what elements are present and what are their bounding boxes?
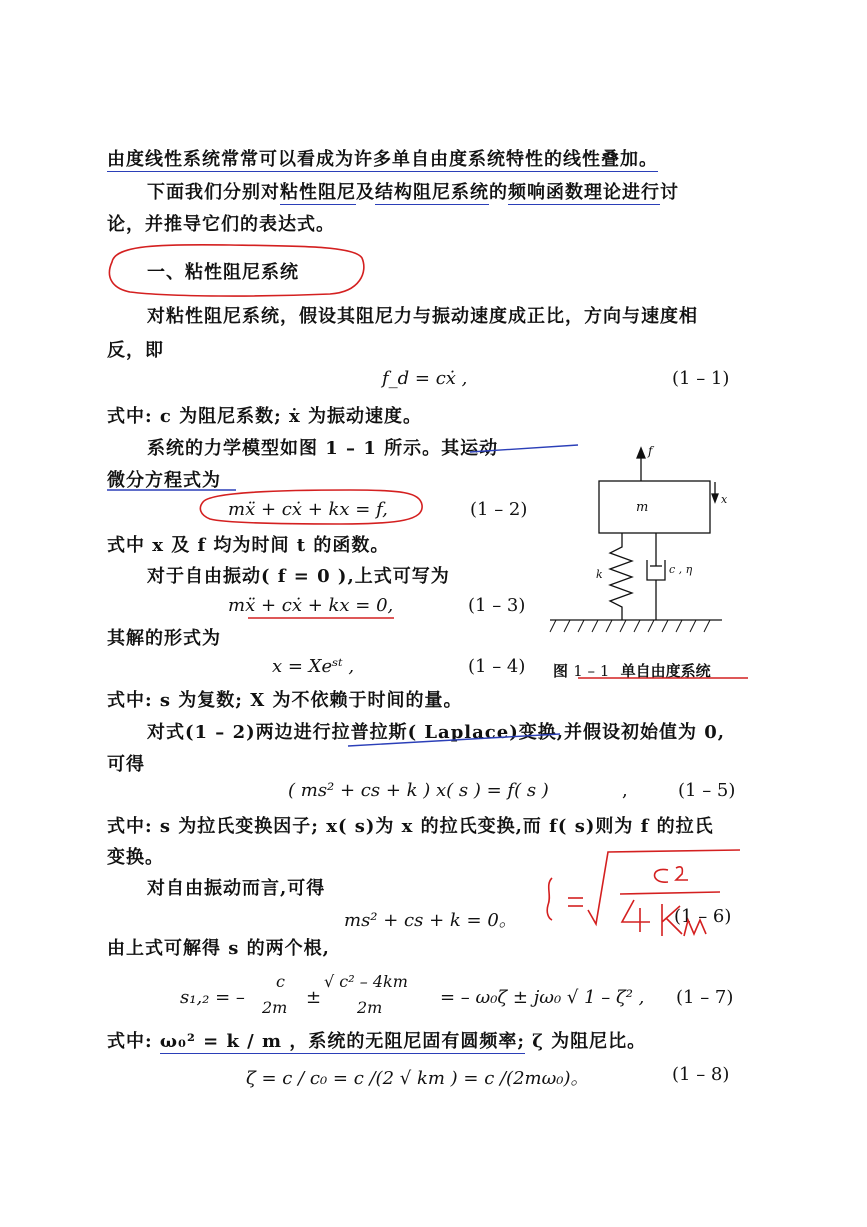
mass-label: m xyxy=(636,500,649,515)
equation-circle xyxy=(200,490,422,524)
spring-label: k xyxy=(596,568,603,581)
text-segment: 及 xyxy=(356,182,375,203)
equation-1-8: ζ = c / c₀ = c /(2 √ km ) = c /(2mω₀)。 xyxy=(246,1068,589,1089)
text-line: 变换。 xyxy=(107,847,164,868)
text-line: 式中: c 为阻尼系数; ẋ 为振动速度。 xyxy=(107,406,423,427)
text-line: 论，并推导它们的表达式。 xyxy=(107,214,335,235)
text-segment: 下面我们分别对 xyxy=(147,182,280,203)
text-line: 对粘性阻尼系统，假设其阻尼力与振动速度成正比，方向与速度相 xyxy=(147,306,698,327)
spring xyxy=(610,533,632,620)
displacement-arrowhead xyxy=(712,494,718,502)
equation-1-6: ms² + cs + k = 0。 xyxy=(344,910,517,931)
equation-1-4: x = Xeˢᵗ , xyxy=(272,656,355,677)
hand-zeta xyxy=(547,878,552,920)
text-segment: 结构阻尼系统 xyxy=(375,182,489,203)
red-annotations xyxy=(109,245,748,936)
text-segment: 频响函数理论进行 xyxy=(508,182,660,203)
fraction-2-numerator: √ c² – 4km xyxy=(324,972,408,991)
equation-1-5: ( ms² + cs + k ) x( s ) = f( s ) xyxy=(288,780,549,801)
ground-hatch xyxy=(550,620,710,632)
text-segment: 式中: xyxy=(107,1031,160,1052)
text-line: 式中: s 为拉氏变换因子; x( s)为 x 的拉氏变换,而 f( s)则为 f 的拉氏 xyxy=(107,816,714,837)
text-line: 微分方程式为 xyxy=(107,470,221,491)
hand-four xyxy=(622,900,650,932)
hand-two xyxy=(676,867,688,880)
text-segment: 讨 xyxy=(660,182,679,203)
text-segment: ζ 为阻尼比。 xyxy=(524,1031,647,1052)
text-line: 对自由振动而言,可得 xyxy=(147,878,326,899)
equation-1-1: f_d = cẋ , xyxy=(382,368,468,389)
force-label: f xyxy=(648,444,653,458)
equation-number: (1 – 5) xyxy=(678,780,736,801)
caption-prefix: 图 xyxy=(553,662,569,680)
text-line: 对于自由振动( f = 0 ),上式可写为 xyxy=(147,566,450,587)
text-line: 式中: s 为复数; X 为不依赖于时间的量。 xyxy=(107,690,463,711)
equation-number: (1 – 4) xyxy=(468,656,526,677)
underline xyxy=(348,734,560,746)
text-line: 系统的力学模型如图 1 – 1 所示。其运动 xyxy=(147,438,499,459)
equation-number: (1 – 1) xyxy=(672,368,730,389)
displacement-label: x xyxy=(721,493,728,506)
equation-1-2: mẍ + cẋ + kx = f, xyxy=(228,499,388,520)
hand-c-squared xyxy=(655,869,669,882)
mass-block xyxy=(599,481,710,533)
equation-comma: , xyxy=(622,780,628,801)
equation-1-7-right: = – ω₀ζ ± jω₀ √ 1 – ζ² , xyxy=(440,987,645,1008)
fraction-1-denominator: 2m xyxy=(262,998,288,1017)
force-arrowhead xyxy=(637,448,645,458)
text-segment: ω₀² = k / m ，系统的无阻尼固有圆频率; xyxy=(159,1031,525,1052)
equation-1-3: mẍ + cẋ + kx = 0, xyxy=(228,595,394,616)
equation-number: (1 – 6) xyxy=(674,906,732,927)
section-heading: 一、粘性阻尼系统 xyxy=(147,262,299,283)
equation-number: (1 – 2) xyxy=(470,499,528,520)
text-line: 对式(1 – 2)两边进行拉普拉斯( Laplace)变换,并假设初始值为 0, xyxy=(147,722,726,743)
text-line: 其解的形式为 xyxy=(107,628,221,649)
text-line: 式中 x 及 f 均为时间 t 的函数。 xyxy=(107,535,390,556)
heading-circle xyxy=(109,245,363,296)
caption-number: 1 – 1 xyxy=(573,662,610,680)
hand-fraction-bar xyxy=(620,892,720,894)
equation-number: (1 – 3) xyxy=(468,595,526,616)
figure-1-1 xyxy=(550,448,722,620)
text-line: 可得 xyxy=(107,754,145,775)
text-line: 由上式可解得 s 的两个根, xyxy=(107,938,330,959)
text-line: 反，即 xyxy=(107,340,164,361)
text-segment: 的 xyxy=(489,182,508,203)
equation-number: (1 – 8) xyxy=(672,1064,730,1085)
damper-label: c , η xyxy=(669,563,693,576)
hand-m xyxy=(684,920,706,936)
hand-sqrt xyxy=(588,850,740,924)
underline xyxy=(470,445,578,452)
equation-number: (1 – 7) xyxy=(676,987,734,1008)
text-line-content: 由度线性系统常常可以看成为许多单自由度系统特性的线性叠加。 xyxy=(107,149,658,170)
fraction-2-denominator: 2m xyxy=(357,998,383,1017)
hand-k xyxy=(662,904,682,936)
plus-minus: ± xyxy=(306,987,322,1008)
fraction-1-numerator: c xyxy=(276,972,285,991)
equation-1-7-left: s₁,₂ = – xyxy=(180,987,245,1008)
text-segment: 粘性阻尼 xyxy=(280,182,356,203)
caption-text: 单自由度系统 xyxy=(620,662,711,680)
